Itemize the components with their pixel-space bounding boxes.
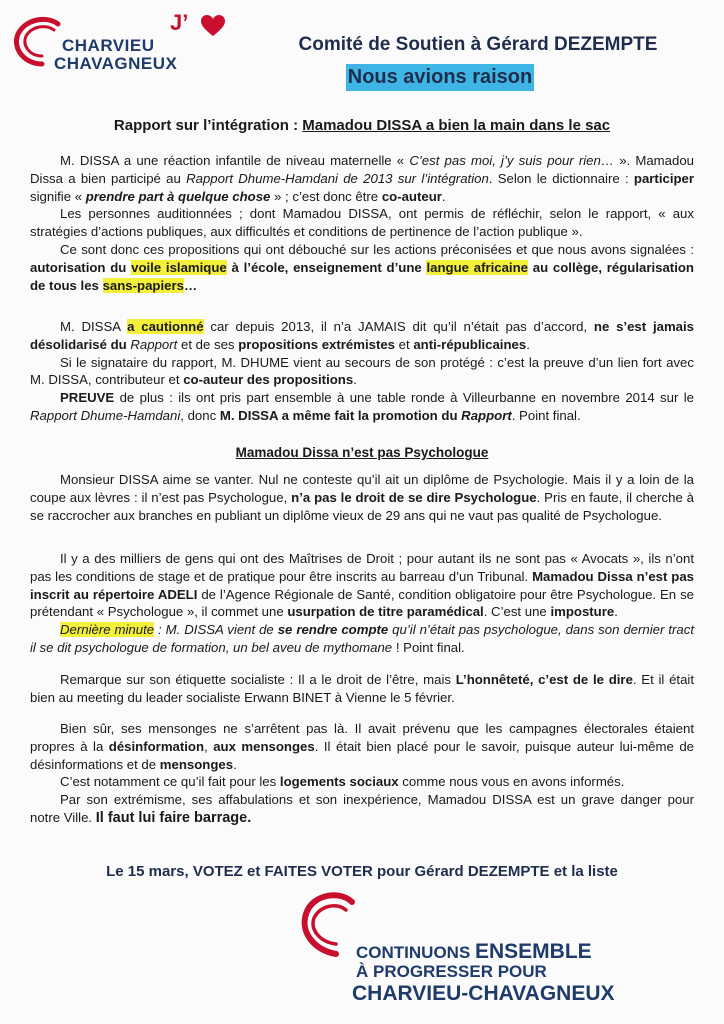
- paragraph: Par son extrémisme, ses affabulations et son inexpérience, Mamadou DISSA est un grave danger pour notre Ville. Il faut lui faire barrage.: [30, 792, 694, 826]
- paragraph: M. DISSA a cautionné car depuis 2013, il n’a JAMAIS dit qu’il n’était pas d’accord, ne s’est jamais désolidarisé du Rapport et de ses propositions extrémistes et anti-républicaines.: [30, 319, 695, 352]
- logo-continuons-ensemble: [296, 890, 636, 1020]
- paragraph: Les personnes auditionnées ; dont Mamadou DISSA, ont permis de réfléchir, selon le rapport, « aux stratégies d’actions publiques, aux difficultés et conditions de pertinence de l’action publique ».: [30, 206, 694, 240]
- section-title-psychologue: Mamadou Dissa n’est pas Psychologue: [235, 445, 489, 460]
- paragraph: Ce sont donc ces propositions qui ont débouché sur les actions préconisées et que nous avons signalées : autorisation du voile islamique à l’école, enseignement d’une langue africaine au collège, régularisation de tous les sans-papiers…: [30, 241, 694, 293]
- paragraph: Monsieur DISSA aime se vanter. Nul ne conteste qu’il ait un diplôme de Psychologie. Mais il y a loin de la coupe aux lèvres : il n’est pas Psychologue, n’a pas le droit de se dire Psychologue. Pris en faute, il cherche à se raccrocher aux branches en publiant un diplôme vieux de 29 ans qui ne vaut pas qualité de Psychologue.: [30, 472, 694, 523]
- vote-call: Le 15 mars, VOTEZ et FAITES VOTER pour Gérard DEZEMPTE et la liste: [106, 863, 618, 880]
- slogan-banner: Nous avions raison: [346, 64, 534, 91]
- report-title: [40, 117, 684, 134]
- paragraph: Bien sûr, ses mensonges ne s’arrêtent pas là. Il avait prévenu que les campagnes électorales étaient propres à la désinformation, aux mensonges. Il était bien placé pour le savoir, puisque auteur lui-même de désinformations et de mensonges.: [30, 721, 694, 772]
- footer-logo-line1: CONTINUONS ENSEMBLE: [356, 940, 592, 963]
- paragraph: Remarque sur son étiquette socialiste : Il a le droit de l’être, mais L’honnêteté, c’est de le dire. Et il était bien au meeting du leader socialiste Erwann BINET à Vienne le 5 février.: [30, 672, 694, 705]
- heart-icon: [200, 14, 226, 38]
- intro-section: [30, 152, 694, 294]
- paragraph: Si le signataire du rapport, M. DHUME vient au secours de son protégé : c’est la preuve d’un lien fort avec M. DISSA, contributeur et co-auteur des propositions.: [30, 354, 694, 388]
- report-title-underlined: Mamadou DISSA a bien la main dans le sac: [302, 117, 611, 134]
- footer-logo-line3: CHARVIEU-CHAVAGNEUX: [352, 982, 615, 1005]
- report-title-prefix: Rapport sur l’intégration :: [113, 117, 303, 134]
- paragraph: C’est notamment ce qu’il fait pour les logements sociaux comme nous vous en avons informés.: [60, 774, 625, 790]
- logo-jaime-charvieu: [10, 8, 240, 78]
- socialiste-section: [30, 671, 694, 707]
- logo-line1: CHARVIEU: [62, 36, 155, 55]
- logo-line2: CHAVAGNEUX: [54, 54, 178, 73]
- paragraph: M. DISSA a une réaction infantile de niveau maternelle « C’est pas moi, j’y suis pour rien… ». Mamadou Dissa a bien participé au Rapport Dhume-Hamdani de 2013 sur l’intégration. Selon le dictionnaire : participer signifie « prendre part à quelque chose » ; c’est donc être co-auteur.: [30, 153, 695, 204]
- footer-logo-line2: À PROGRESSER POUR: [356, 962, 547, 981]
- paragraph: PREUVE de plus : ils ont pris part ensemble à une table ronde à Villeurbanne en novembre 2014 sur le Rapport Dhume-Hamdani, donc M. DISSA a même fait la promotion du Rapport. Point final.: [30, 390, 694, 423]
- mensonges-section: [30, 720, 694, 828]
- adeli-section: [30, 550, 694, 657]
- paragraph: Il y a des milliers de gens qui ont des Maîtrises de Droit ; pour autant ils ne sont pas « Avocats », ils n’ont pas les conditions de stage et de pratique pour être inscrits au barreau d’un Tribunal. Mamadou Dissa n’est pas inscrit au répertoire ADELI de l’Agence Régionale de Santé, condition obligatoire pour être Psychologue. En se prétendant « Psychologue », il commet une usurpation de titre paramédical. C’est une imposture.: [30, 551, 695, 620]
- paragraph: Dernière minute : M. DISSA vient de se rendre compte qu’il n’était pas psychologue, dans son dernier tract il se dit psychologue de formation, un bel aveu de mythomane ! Point final.: [30, 622, 694, 655]
- cautionne-section: [30, 318, 694, 425]
- logo-jaime-text: J’: [170, 10, 189, 35]
- committee-title: Comité de Soutien à Gérard DEZEMPTE: [298, 34, 658, 55]
- psychologue-section: [30, 471, 694, 524]
